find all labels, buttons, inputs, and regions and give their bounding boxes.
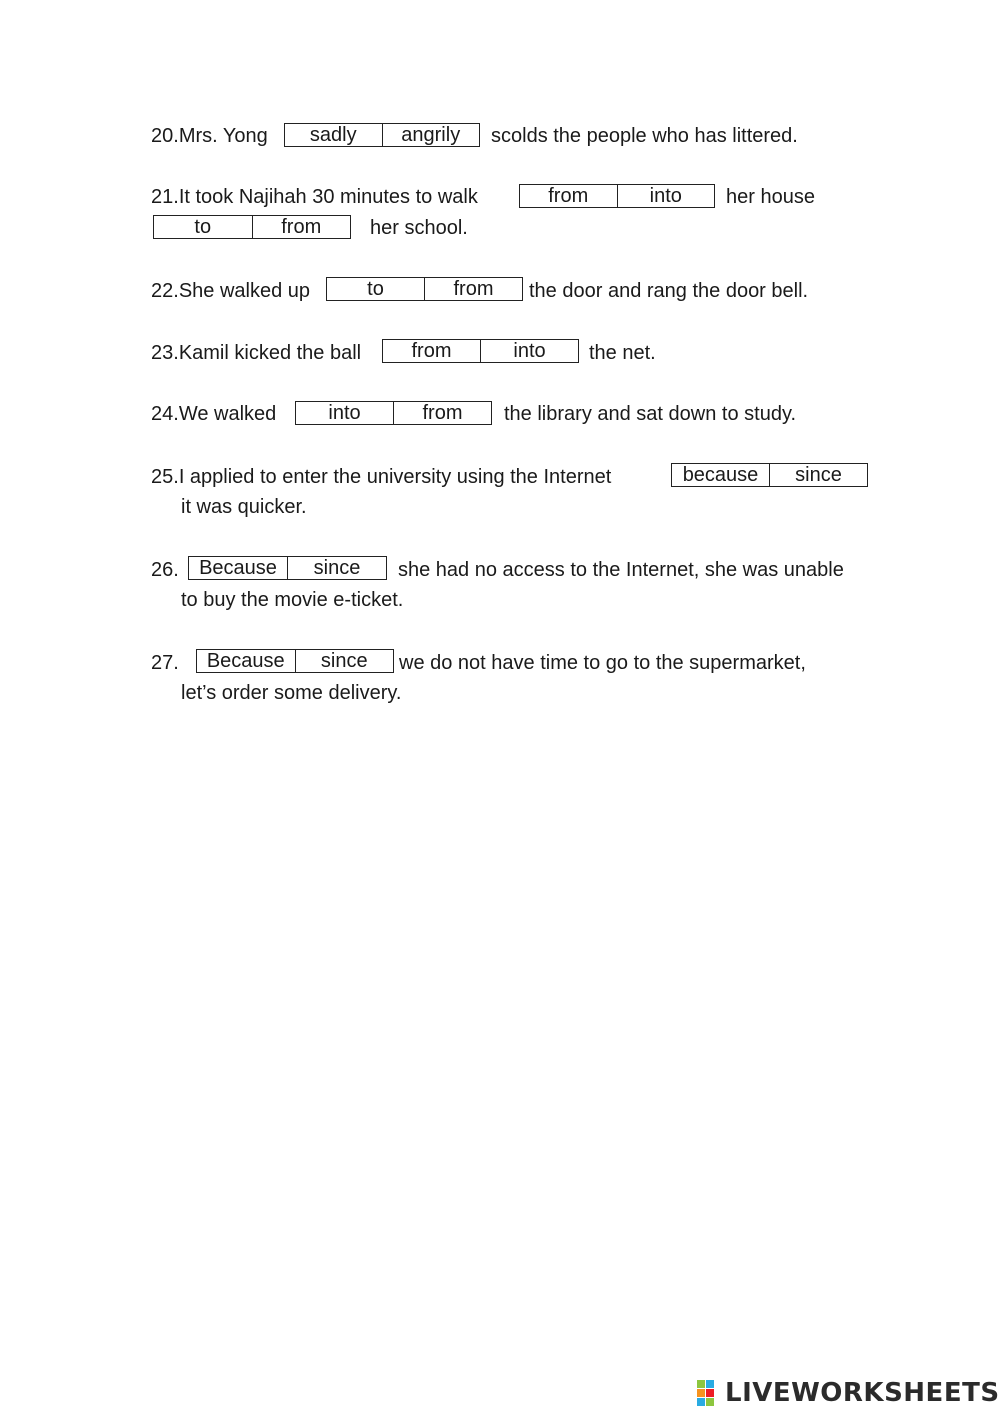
liveworksheets-logo[interactable] xyxy=(697,1378,1000,1408)
question-22-suffix: the door and rang the door bell. xyxy=(529,280,809,302)
question-26-suffix: she had no access to the Internet, she was unable xyxy=(398,559,844,581)
liveworksheets-logo-icon xyxy=(697,1380,723,1406)
question-27-number: 27. xyxy=(151,652,179,674)
option-angrily[interactable]: angrily xyxy=(382,124,480,146)
question-23-prefix: 23.Kamil kicked the ball xyxy=(151,342,362,364)
question-26-suffix-line2: to buy the movie e-ticket. xyxy=(181,589,404,611)
question-25-prefix: 25.I applied to enter the university using the Internet xyxy=(151,466,612,488)
question-21-suffix: her school. xyxy=(370,217,468,239)
liveworksheets-logo-text: LIVEWORKSHEETS xyxy=(725,1378,1000,1408)
option-to[interactable]: to xyxy=(367,278,384,300)
option-because[interactable]: because xyxy=(682,464,759,486)
question-26-choice[interactable] xyxy=(188,556,387,580)
option-since[interactable]: since xyxy=(287,557,386,579)
question-24-suffix: the library and sat down to study. xyxy=(504,403,797,425)
option-because[interactable]: Because xyxy=(206,650,285,672)
question-22-prefix: 22.She walked up xyxy=(151,280,311,302)
option-since[interactable]: since xyxy=(295,650,394,672)
question-27-suffix: we do not have time to go to the supermarket, xyxy=(399,652,806,674)
question-21-choice-2[interactable] xyxy=(153,215,351,239)
question-23-choice[interactable] xyxy=(382,339,579,363)
question-21-choice-1[interactable] xyxy=(519,184,715,208)
question-25-choice[interactable] xyxy=(671,463,868,487)
option-to[interactable]: to xyxy=(194,216,212,238)
option-into[interactable]: into xyxy=(480,340,578,362)
option-into[interactable]: into xyxy=(617,185,715,207)
question-24-choice[interactable] xyxy=(295,401,492,425)
question-20-suffix: scolds the people who has littered. xyxy=(491,125,798,147)
question-24-prefix: 24.We walked xyxy=(151,403,277,425)
option-because[interactable]: Because xyxy=(199,557,277,579)
question-20-prefix: 20.Mrs. Yong xyxy=(151,125,268,147)
option-sadly[interactable]: sadly xyxy=(309,124,357,146)
option-from[interactable]: from xyxy=(252,216,351,238)
option-from[interactable]: from xyxy=(411,340,452,362)
question-21-prefix: 21.It took Najihah 30 minutes to walk xyxy=(151,186,478,208)
question-27-suffix-line2: let’s order some delivery. xyxy=(181,682,402,704)
question-22-choice[interactable] xyxy=(326,277,523,301)
question-27-choice[interactable] xyxy=(196,649,394,673)
option-from[interactable]: from xyxy=(424,278,522,300)
option-since[interactable]: since xyxy=(769,464,867,486)
option-from[interactable]: from xyxy=(393,402,491,424)
question-21-middle: her house xyxy=(726,186,815,208)
question-20-choice[interactable] xyxy=(284,123,480,147)
option-from[interactable]: from xyxy=(548,185,589,207)
question-26-number: 26. xyxy=(151,559,179,581)
question-25-suffix: it was quicker. xyxy=(181,496,307,518)
question-23-suffix: the net. xyxy=(589,342,656,364)
option-into[interactable]: into xyxy=(328,402,361,424)
